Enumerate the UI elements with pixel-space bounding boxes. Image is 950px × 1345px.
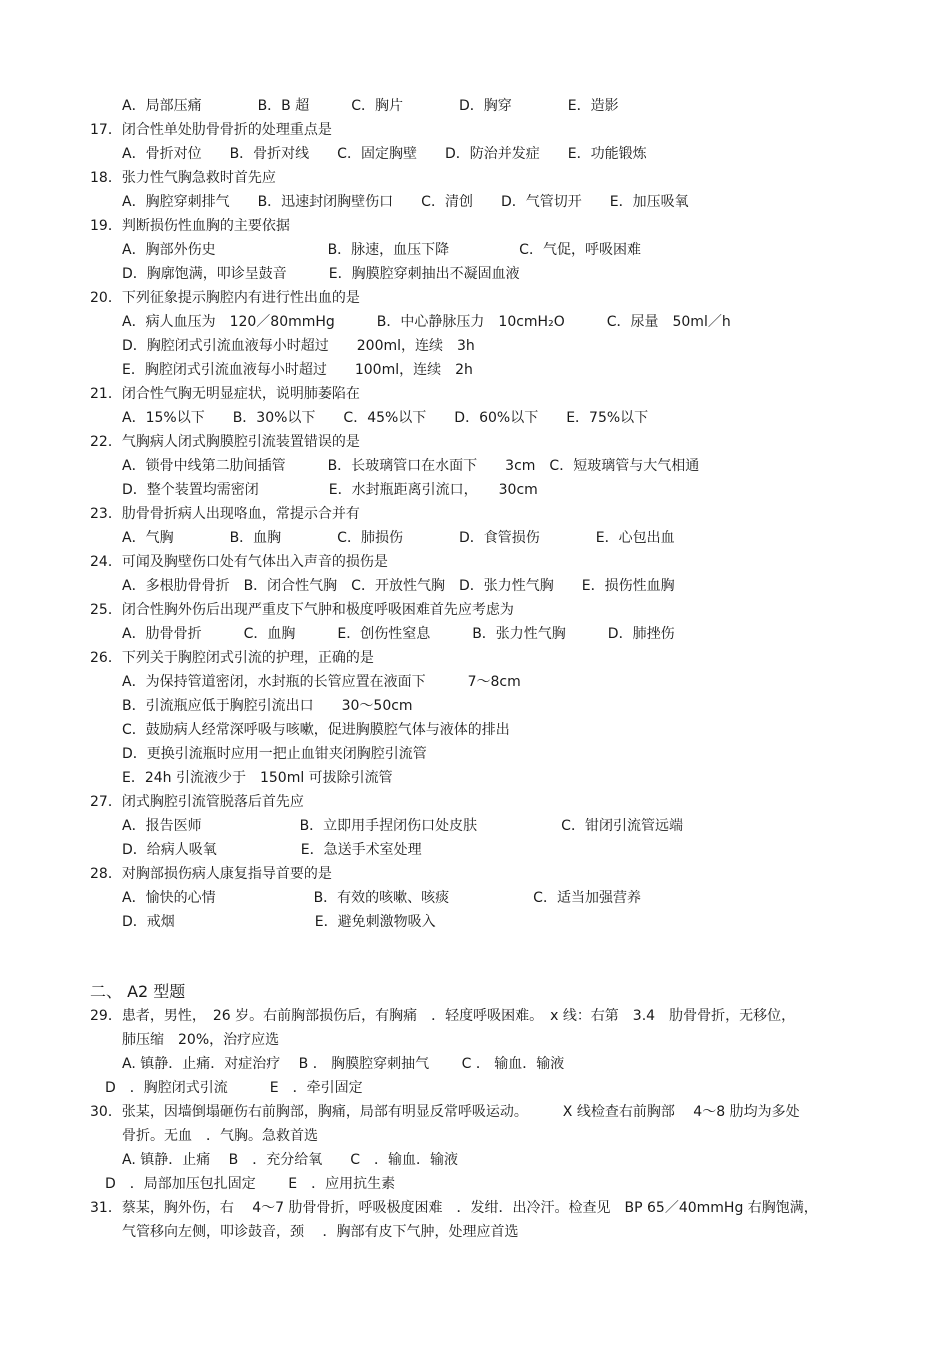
question-25: 25．闭合性胸外伤后出现严重皮下气肿和极度呼吸困难首先应考虑为	[90, 602, 514, 618]
question-17: 17．闭合性单处肋骨骨折的处理重点是	[90, 122, 332, 138]
question-21: 21．闭合性气胸无明显症状，说明肺萎陷在	[90, 386, 360, 402]
question-20: 20．下列征象提示胸腔内有进行性出血的是	[90, 290, 360, 306]
q26-option-e: E．24h 引流液少于 150ml 可拔除引流管	[122, 770, 393, 786]
q20-options-2: D．胸腔闭式引流血液每小时超过 200ml，连续 3h	[122, 338, 475, 354]
q24-options: A．多根肋骨骨折 B．闭合性气胸 C．开放性气胸 D．张力性气胸 E．损伤性血胸	[122, 578, 675, 594]
section-heading-a2: 二、 A2 型题	[90, 982, 186, 1001]
question-31: 31．蔡某，胸外伤，右 4～7 肋骨骨折，呼吸极度困难 ．发绀．出冷汗。检查见 BP 65／40mmHg 右胸饱满，	[90, 1200, 818, 1216]
q28-options-1: A．愉快的心情 B．有效的咳嗽、咳痰 C．适当加强营养	[122, 890, 641, 906]
q29-continuation: 肺压缩 20%，治疗应选	[122, 1032, 280, 1048]
q26-option-a: A．为保持管道密闭，水封瓶的长管应置在液面下 7～8cm	[122, 674, 521, 690]
q29-options-2: D ．胸腔闭式引流 E ．牵引固定	[105, 1080, 363, 1096]
q19-options-2: D．胸廓饱满，叩诊呈鼓音 E．胸膜腔穿刺抽出不凝固血液	[122, 266, 520, 282]
q21-options: A．15%以下 B．30%以下 C．45%以下 D．60%以下 E．75%以下	[122, 410, 649, 426]
q26-option-d: D．更换引流瓶时应用一把止血钳夹闭胸腔引流管	[122, 746, 427, 762]
q29-options-1: A. 镇静．止痛．对症治疗 B ． 胸膜腔穿刺抽气 C ． 输血．输液	[122, 1056, 565, 1072]
question-23: 23．肋骨骨折病人出现咯血，常提示合并有	[90, 506, 360, 522]
question-18: 18．张力性气胸急救时首先应	[90, 170, 276, 186]
question-30: 30．张某，因墙倒塌砸伤右前胸部，胸痛，局部有明显反常呼吸运动。 X 线检查右前胸部 4～8 肋均为多处	[90, 1104, 800, 1120]
q26-option-c: C．鼓励病人经常深呼吸与咳嗽，促进胸膜腔气体与液体的排出	[122, 722, 510, 738]
question-27: 27．闭式胸腔引流管脱落后首先应	[90, 794, 304, 810]
q26-option-b: B．引流瓶应低于胸腔引流出口 30～50cm	[122, 698, 413, 714]
q30-continuation: 骨折。无血 ．气胸。急救首选	[122, 1128, 318, 1144]
q22-options-1: A．锁骨中线第二肋间插管 B．长玻璃管口在水面下 3cm C．短玻璃管与大气相通	[122, 458, 700, 474]
q27-options-2: D．给病人吸氧 E．急送手术室处理	[122, 842, 422, 858]
q23-options: A．气胸 B．血胸 C．肺损伤 D．食管损伤 E．心包出血	[122, 530, 675, 546]
q17-options: A．骨折对位 B．骨折对线 C．固定胸壁 D．防治并发症 E．功能锻炼	[122, 146, 647, 162]
q25-options: A．肋骨骨折 C．血胸 E．创伤性窒息 B．张力性气胸 D．肺挫伤	[122, 626, 675, 642]
q22-options-2: D．整个装置均需密闭 E．水封瓶距离引流口， 30cm	[122, 482, 538, 498]
q18-options: A．胸腔穿刺排气 B．迅速封闭胸壁伤口 C．清创 D．气管切开 E．加压吸氧	[122, 194, 689, 210]
question-24: 24．可闻及胸壁伤口处有气体出入声音的损伤是	[90, 554, 388, 570]
question-29: 29．患者，男性， 26 岁。右前胸部损伤后，有胸痛 ．轻度呼吸困难。 x 线：右第 3.4 肋骨骨折，无移位，	[90, 1008, 796, 1024]
q20-options-1: A．病人血压为 120／80mmHg B．中心静脉压力 10cmH₂O C．尿量 50ml／h	[122, 314, 731, 330]
question-26: 26．下列关于胸腔闭式引流的护理，正确的是	[90, 650, 374, 666]
question-28: 28．对胸部损伤病人康复指导首要的是	[90, 866, 332, 882]
question-22: 22．气胸病人闭式胸膜腔引流装置错误的是	[90, 434, 360, 450]
q16-options: A．局部压痛 B．B 超 C．胸片 D．胸穿 E．造影	[122, 98, 619, 114]
q30-options-2: D ．局部加压包扎固定 E ．应用抗生素	[105, 1176, 396, 1192]
q31-continuation: 气管移向左侧，叩诊鼓音，颈 ．胸部有皮下气肿，处理应首选	[122, 1224, 519, 1240]
q20-options-3: E．胸腔闭式引流血液每小时超过 100ml，连续 2h	[122, 362, 473, 378]
question-19: 19．判断损伤性血胸的主要依据	[90, 218, 290, 234]
q30-options-1: A. 镇静．止痛 B ．充分给氧 C ．输血．输液	[122, 1152, 459, 1168]
q28-options-2: D．戒烟 E．避免刺激物吸入	[122, 914, 436, 930]
q19-options-1: A．胸部外伤史 B．脉速，血压下降 C．气促，呼吸困难	[122, 242, 641, 258]
q27-options-1: A．报告医师 B．立即用手捏闭伤口处皮肤 C．钳闭引流管远端	[122, 818, 683, 834]
